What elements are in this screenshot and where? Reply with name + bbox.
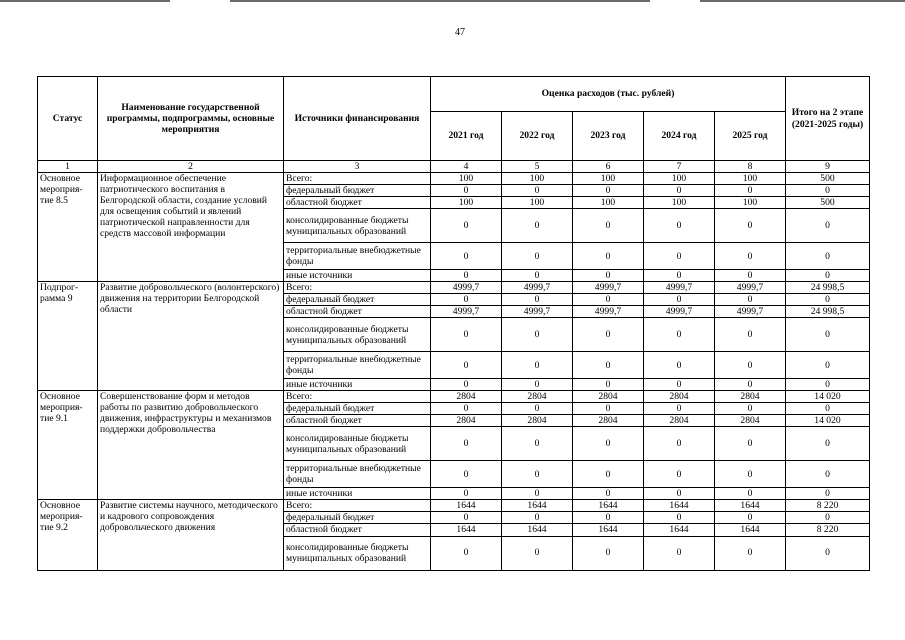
year-value-cell: 1644: [502, 500, 573, 512]
year-value-cell: 4999,7: [431, 282, 502, 294]
year-value-cell: 0: [431, 512, 502, 524]
year-value-cell: 100: [431, 173, 502, 185]
year-value-cell: 0: [431, 352, 502, 379]
column-number: 7: [644, 161, 715, 173]
year-value-cell: 0: [502, 461, 573, 488]
total-cell: 24 998,5: [786, 282, 870, 294]
total-cell: 0: [786, 427, 870, 461]
total-cell: 8 220: [786, 500, 870, 512]
year-value-cell: 0: [644, 379, 715, 391]
year-value-cell: 100: [715, 197, 786, 209]
year-value-cell: 4999,7: [502, 282, 573, 294]
year-value-cell: 0: [644, 270, 715, 282]
program-name-cell: Развитие добровольческого (волонтерского) движения на территории Белгородской области: [98, 282, 284, 391]
source-cell: федеральный бюджет: [284, 403, 431, 415]
column-number: 5: [502, 161, 573, 173]
total-cell: 0: [786, 488, 870, 500]
year-value-cell: 0: [431, 318, 502, 352]
year-value-cell: 0: [502, 209, 573, 243]
source-cell: консолидированные бюджеты муниципальных образований: [284, 536, 431, 570]
year-value-cell: 1644: [431, 524, 502, 536]
year-value-cell: 4999,7: [715, 306, 786, 318]
year-value-cell: 0: [644, 294, 715, 306]
source-cell: областной бюджет: [284, 524, 431, 536]
year-value-cell: 1644: [573, 500, 644, 512]
year-value-cell: 0: [715, 318, 786, 352]
total-cell: 0: [786, 209, 870, 243]
year-value-cell: 0: [502, 427, 573, 461]
top-rule: [700, 0, 905, 2]
total-cell: 0: [786, 243, 870, 270]
header-year: 2023 год: [573, 112, 644, 161]
year-value-cell: 0: [502, 243, 573, 270]
year-value-cell: 0: [431, 427, 502, 461]
year-value-cell: 0: [573, 536, 644, 570]
year-value-cell: 4999,7: [715, 282, 786, 294]
total-cell: 0: [786, 512, 870, 524]
year-value-cell: 4999,7: [644, 282, 715, 294]
year-value-cell: 0: [644, 536, 715, 570]
total-cell: 0: [786, 270, 870, 282]
source-cell: Всего:: [284, 173, 431, 185]
column-number: 2: [98, 161, 284, 173]
year-value-cell: 0: [502, 379, 573, 391]
year-value-cell: 4999,7: [502, 306, 573, 318]
year-value-cell: 0: [644, 243, 715, 270]
year-value-cell: 4999,7: [431, 306, 502, 318]
year-value-cell: 0: [502, 185, 573, 197]
total-cell: 500: [786, 197, 870, 209]
year-value-cell: 0: [573, 403, 644, 415]
year-value-cell: 0: [715, 403, 786, 415]
year-value-cell: 100: [573, 197, 644, 209]
year-value-cell: 0: [502, 294, 573, 306]
header-estimate: Оценка расходов (тыс. рублей): [431, 77, 786, 112]
header-year: 2025 год: [715, 112, 786, 161]
table-body: [38, 173, 870, 570]
year-value-cell: 0: [502, 488, 573, 500]
year-value-cell: 100: [644, 197, 715, 209]
source-cell: областной бюджет: [284, 197, 431, 209]
year-value-cell: 0: [715, 352, 786, 379]
status-cell: Основное мероприя-тие 9.1: [38, 391, 98, 500]
year-value-cell: 0: [644, 185, 715, 197]
year-value-cell: 2804: [502, 415, 573, 427]
total-cell: 0: [786, 379, 870, 391]
year-value-cell: 0: [431, 209, 502, 243]
year-value-cell: 0: [715, 427, 786, 461]
status-cell: Подпрог-рамма 9: [38, 282, 98, 391]
year-value-cell: 0: [573, 488, 644, 500]
year-value-cell: 0: [431, 488, 502, 500]
header-program-name: Наименование государственной программы, подпрограммы, основные мероприятия: [98, 77, 284, 161]
year-value-cell: 0: [715, 379, 786, 391]
year-value-cell: 0: [431, 379, 502, 391]
year-value-cell: 0: [644, 512, 715, 524]
program-name-cell: Информационное обеспечение патриотического воспитания в Белгородской области, создание условий для освещения событий и явлений патриотической направленности для средств массовой информации: [98, 173, 284, 282]
budget-table: [37, 76, 870, 571]
year-value-cell: 2804: [573, 415, 644, 427]
year-value-cell: 0: [644, 403, 715, 415]
column-number: 1: [38, 161, 98, 173]
year-value-cell: 0: [715, 185, 786, 197]
year-value-cell: 0: [573, 243, 644, 270]
year-value-cell: 0: [573, 185, 644, 197]
top-rule: [230, 0, 650, 2]
total-cell: 14 020: [786, 415, 870, 427]
source-cell: консолидированные бюджеты муниципальных образований: [284, 318, 431, 352]
source-cell: территориальные внебюджетные фонды: [284, 352, 431, 379]
header-year: 2022 год: [502, 112, 573, 161]
header-year: 2021 год: [431, 112, 502, 161]
year-value-cell: 2804: [644, 415, 715, 427]
year-value-cell: 0: [573, 427, 644, 461]
year-value-cell: 0: [502, 318, 573, 352]
year-value-cell: 0: [644, 461, 715, 488]
column-number: 8: [715, 161, 786, 173]
year-value-cell: 0: [502, 270, 573, 282]
year-value-cell: 2804: [715, 415, 786, 427]
year-value-cell: 0: [715, 512, 786, 524]
source-cell: консолидированные бюджеты муниципальных образований: [284, 427, 431, 461]
year-value-cell: 0: [644, 352, 715, 379]
status-cell: Основное мероприя-тие 8.5: [38, 173, 98, 282]
source-cell: иные источники: [284, 379, 431, 391]
year-value-cell: 0: [715, 294, 786, 306]
year-value-cell: 1644: [502, 524, 573, 536]
total-cell: 0: [786, 403, 870, 415]
total-cell: 0: [786, 536, 870, 570]
year-value-cell: 2804: [573, 391, 644, 403]
year-value-cell: 0: [573, 294, 644, 306]
program-name-cell: Развитие системы научного, методического и кадрового сопровождения добровольческого движения: [98, 500, 284, 570]
header-year: 2024 год: [644, 112, 715, 161]
year-value-cell: 100: [502, 197, 573, 209]
year-value-cell: 0: [431, 536, 502, 570]
year-value-cell: 0: [573, 318, 644, 352]
top-rule: [0, 0, 170, 2]
source-cell: Всего:: [284, 391, 431, 403]
program-name-cell: Совершенствование форм и методов работы по развитию добровольческого движения, инфраструктуры и механизмов поддержки добровольчества: [98, 391, 284, 500]
year-value-cell: 0: [644, 427, 715, 461]
column-number: 3: [284, 161, 431, 173]
total-cell: 500: [786, 173, 870, 185]
year-value-cell: 100: [644, 173, 715, 185]
year-value-cell: 100: [573, 173, 644, 185]
total-cell: 0: [786, 318, 870, 352]
total-cell: 8 220: [786, 524, 870, 536]
year-value-cell: 0: [715, 243, 786, 270]
year-value-cell: 0: [715, 536, 786, 570]
source-cell: территориальные внебюджетные фонды: [284, 243, 431, 270]
year-value-cell: 0: [573, 270, 644, 282]
source-cell: федеральный бюджет: [284, 294, 431, 306]
source-cell: Всего:: [284, 282, 431, 294]
header-total: Итого на 2 этапе (2021-2025 годы): [786, 77, 870, 161]
year-value-cell: 2804: [431, 415, 502, 427]
column-numbers-row: [38, 161, 870, 173]
year-value-cell: 0: [573, 461, 644, 488]
column-number: 4: [431, 161, 502, 173]
source-cell: иные источники: [284, 270, 431, 282]
year-value-cell: 2804: [715, 391, 786, 403]
year-value-cell: 2804: [502, 391, 573, 403]
year-value-cell: 1644: [715, 524, 786, 536]
year-value-cell: 1644: [644, 500, 715, 512]
total-cell: 0: [786, 352, 870, 379]
year-value-cell: 0: [715, 488, 786, 500]
source-cell: федеральный бюджет: [284, 185, 431, 197]
page-number: 47: [455, 27, 465, 38]
year-value-cell: 0: [502, 403, 573, 415]
year-value-cell: 0: [502, 512, 573, 524]
year-value-cell: 1644: [644, 524, 715, 536]
year-value-cell: 0: [644, 209, 715, 243]
table-row: [38, 500, 870, 512]
source-cell: иные источники: [284, 488, 431, 500]
year-value-cell: 100: [715, 173, 786, 185]
source-cell: областной бюджет: [284, 415, 431, 427]
year-value-cell: 0: [431, 294, 502, 306]
year-value-cell: 0: [573, 512, 644, 524]
year-value-cell: 2804: [431, 391, 502, 403]
column-number: 9: [786, 161, 870, 173]
year-value-cell: 0: [431, 243, 502, 270]
total-cell: 14 020: [786, 391, 870, 403]
year-value-cell: 0: [573, 352, 644, 379]
total-cell: 0: [786, 294, 870, 306]
year-value-cell: 1644: [431, 500, 502, 512]
year-value-cell: 4999,7: [644, 306, 715, 318]
source-cell: областной бюджет: [284, 306, 431, 318]
year-value-cell: 0: [431, 403, 502, 415]
year-value-cell: 0: [715, 209, 786, 243]
year-value-cell: 0: [431, 185, 502, 197]
year-value-cell: 2804: [644, 391, 715, 403]
header-status: Статус: [38, 77, 98, 161]
table-row: [38, 391, 870, 403]
year-value-cell: 4999,7: [573, 306, 644, 318]
year-value-cell: 0: [573, 209, 644, 243]
source-cell: консолидированные бюджеты муниципальных образований: [284, 209, 431, 243]
status-cell: Основное мероприя-тие 9.2: [38, 500, 98, 570]
year-value-cell: 0: [644, 318, 715, 352]
total-cell: 0: [786, 185, 870, 197]
year-value-cell: 1644: [573, 524, 644, 536]
year-value-cell: 0: [644, 488, 715, 500]
total-cell: 24 998,5: [786, 306, 870, 318]
source-cell: территориальные внебюджетные фонды: [284, 461, 431, 488]
year-value-cell: 100: [502, 173, 573, 185]
source-cell: федеральный бюджет: [284, 512, 431, 524]
year-value-cell: 1644: [715, 500, 786, 512]
header-sources: Источники финансирования: [284, 77, 431, 161]
year-value-cell: 0: [715, 270, 786, 282]
source-cell: Всего:: [284, 500, 431, 512]
year-value-cell: 4999,7: [573, 282, 644, 294]
year-value-cell: 0: [431, 461, 502, 488]
year-value-cell: 0: [431, 270, 502, 282]
year-value-cell: 0: [502, 352, 573, 379]
year-value-cell: 100: [431, 197, 502, 209]
year-value-cell: 0: [715, 461, 786, 488]
column-number: 6: [573, 161, 644, 173]
year-value-cell: 0: [573, 379, 644, 391]
table-row: [38, 173, 870, 185]
total-cell: 0: [786, 461, 870, 488]
table-row: [38, 282, 870, 294]
year-value-cell: 0: [502, 536, 573, 570]
